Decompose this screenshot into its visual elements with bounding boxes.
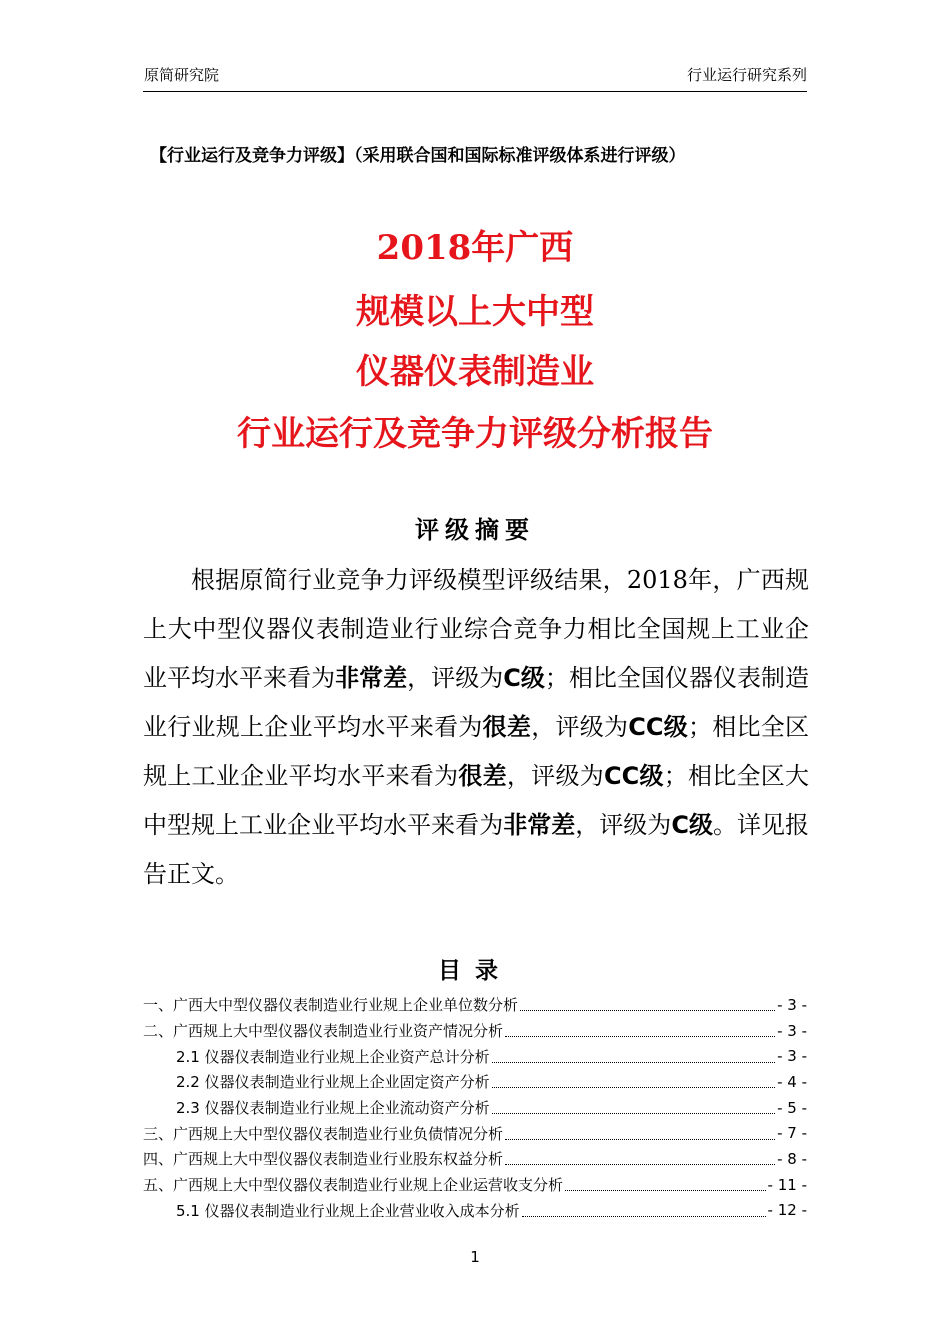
header-rule <box>143 91 807 92</box>
header-series: 行业运行研究系列 <box>686 66 807 84</box>
summary-text: 。详见报告正文。 <box>143 811 810 888</box>
summary-text: 根据原简行业竞争力评级模型评级结果，2018年，广西规上大中型仪器仪表制造业行业综合竞争力相比全国规上工业企业平均水平来看为 <box>143 566 809 692</box>
toc-leader <box>492 1101 775 1114</box>
toc-entry[interactable] <box>143 1018 807 1044</box>
toc-leader <box>505 1127 775 1140</box>
report-title-line-4: 行业运行及竞争力评级分析报告 <box>237 414 713 454</box>
toc-leader <box>520 998 775 1011</box>
table-of-contents <box>143 992 807 1223</box>
summary-text: ；相比全国仪器仪表制造业行业规上企业平均水平来看为 <box>143 664 810 741</box>
toc-entry[interactable] <box>143 1198 807 1224</box>
rating-tagline: 【行业运行及竞争力评级】（采用联合国和国际标准评级体系进行评级） <box>150 146 686 166</box>
toc-leader <box>522 1204 766 1217</box>
toc-entry[interactable] <box>143 992 807 1018</box>
toc-entry-label: 2.2 仪器仪表制造业行业规上企业固定资产分析 <box>176 1073 490 1092</box>
toc-entry[interactable] <box>143 1172 807 1198</box>
toc-entry-page: - 5 - <box>777 1098 807 1117</box>
summary-text: ，评级为 <box>407 664 504 692</box>
summary-emphasis: C级 <box>503 664 545 692</box>
toc-entry[interactable] <box>143 1095 807 1121</box>
summary-text: ；相比全区大中型规上工业企业平均水平来看为 <box>143 762 810 839</box>
toc-entry[interactable] <box>143 1120 807 1146</box>
summary-emphasis: 很差 <box>458 762 507 790</box>
summary-emphasis: 很差 <box>482 713 532 741</box>
toc-entry[interactable] <box>143 1069 807 1095</box>
toc-entry-page: - 12 - <box>767 1201 807 1220</box>
toc-entry-page: - 11 - <box>767 1175 807 1194</box>
summary-heading: 评级摘要 <box>415 516 535 544</box>
toc-entry[interactable] <box>143 1043 807 1069</box>
report-title-line-1: 2018年广西 <box>376 228 574 268</box>
toc-leader <box>505 1152 775 1165</box>
summary-emphasis: CC级 <box>628 713 688 741</box>
report-title-line-2: 规模以上大中型 <box>356 292 594 332</box>
toc-entry-label: 2.3 仪器仪表制造业行业规上企业流动资产分析 <box>176 1099 490 1118</box>
summary-text: ，评级为 <box>575 811 672 839</box>
toc-entry-page: - 3 - <box>777 1021 807 1040</box>
toc-entry-page: - 7 - <box>777 1124 807 1143</box>
summary-text: ，评级为 <box>531 713 629 741</box>
toc-entry-label: 四、广西规上大中型仪器仪表制造业行业股东权益分析 <box>143 1150 504 1169</box>
toc-entry-label: 2.1 仪器仪表制造业行业规上企业资产总计分析 <box>176 1047 490 1066</box>
toc-entry-label: 二、广西规上大中型仪器仪表制造业行业资产情况分析 <box>143 1022 504 1041</box>
header-org: 原简研究院 <box>144 66 220 84</box>
toc-leader <box>492 1075 775 1088</box>
summary-emphasis: CC级 <box>603 762 664 790</box>
toc-entry[interactable] <box>143 1146 807 1172</box>
summary-paragraph <box>143 556 809 899</box>
summary-emphasis: 非常差 <box>503 811 576 839</box>
toc-entry-page: - 3 - <box>777 995 807 1014</box>
toc-leader <box>505 1024 775 1037</box>
toc-leader <box>565 1178 766 1191</box>
toc-entry-page: - 3 - <box>777 1047 807 1066</box>
summary-emphasis: 非常差 <box>335 664 408 692</box>
page-number: 1 <box>470 1248 480 1266</box>
toc-entry-page: - 4 - <box>777 1072 807 1091</box>
toc-entry-label: 5.1 仪器仪表制造业行业规上企业营业收入成本分析 <box>176 1201 520 1220</box>
toc-entry-label: 五、广西规上大中型仪器仪表制造业行业规上企业运营收支分析 <box>143 1176 564 1195</box>
toc-heading: 目录 <box>438 958 512 984</box>
toc-leader <box>492 1050 775 1063</box>
summary-text: ，评级为 <box>506 762 604 790</box>
summary-emphasis: C级 <box>671 811 713 839</box>
toc-entry-label: 三、广西规上大中型仪器仪表制造业行业负债情况分析 <box>143 1124 504 1143</box>
toc-entry-label: 一、广西大中型仪器仪表制造业行业规上企业单位数分析 <box>143 996 519 1015</box>
report-title-line-3: 仪器仪表制造业 <box>356 352 594 392</box>
summary-text: ；相比全区规上工业企业平均水平来看为 <box>143 713 810 790</box>
toc-entry-page: - 8 - <box>777 1149 807 1168</box>
